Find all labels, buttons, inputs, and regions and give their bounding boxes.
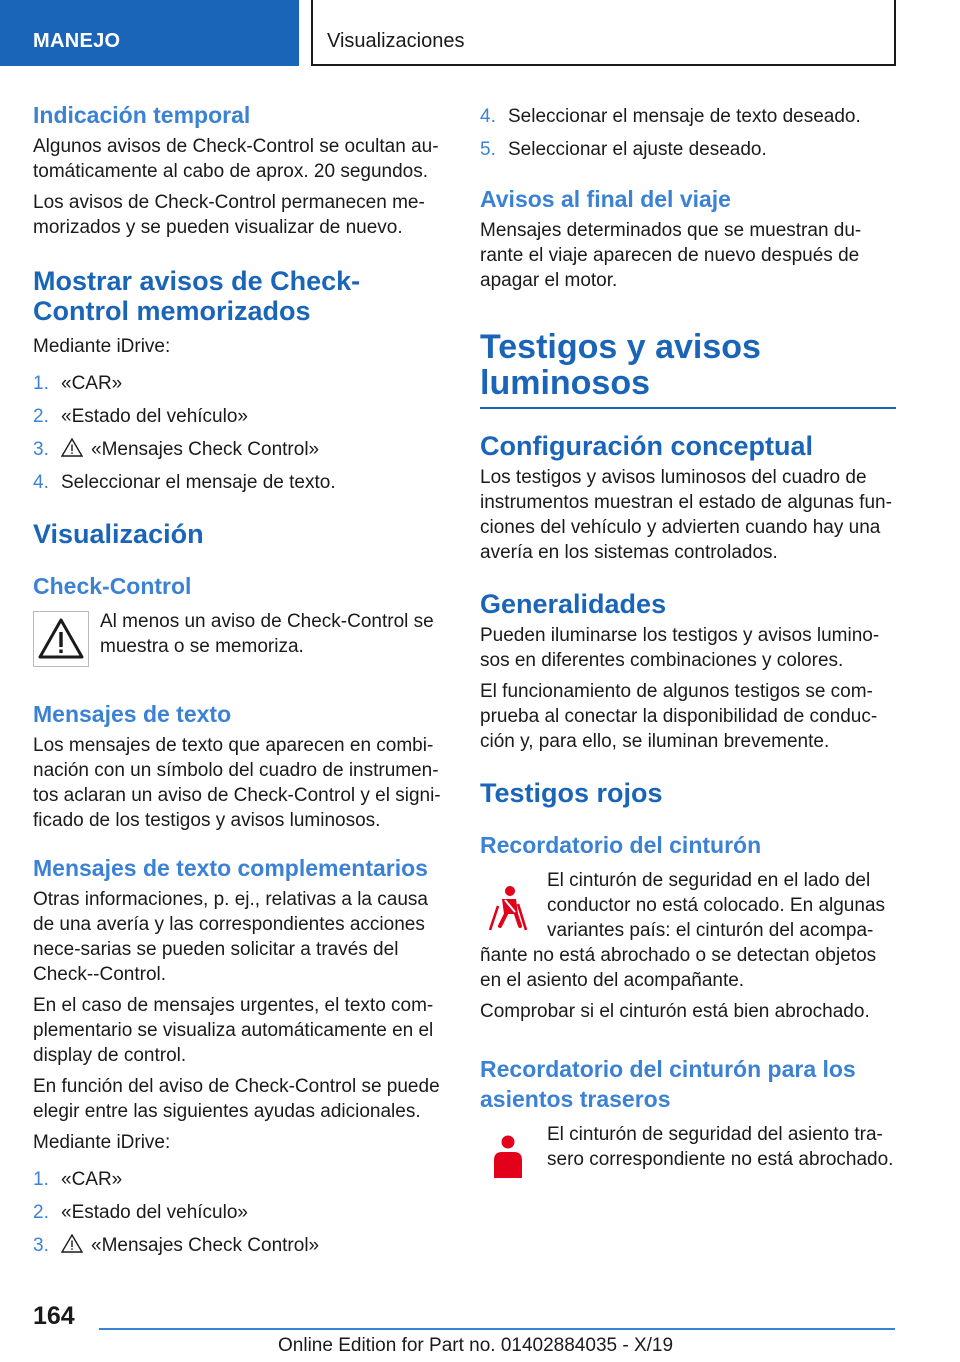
list-item: 4. Seleccionar el mensaje de texto. [33, 472, 336, 493]
header-section-tab [0, 0, 299, 66]
paragraph: Comprobar si el cinturón está bien abrochado. [480, 1001, 870, 1022]
heading-avisos-final-viaje: Avisos al final del viaje [480, 186, 731, 212]
header-chapter-tab [311, 0, 896, 66]
seatbelt-icon [480, 882, 536, 938]
heading-testigos-avisos: Testigos y avisos luminosos [480, 328, 761, 402]
warning-triangle-icon [61, 438, 83, 457]
list-item: 1. «CAR» [33, 373, 123, 394]
list-item: 1. «CAR» [33, 1169, 123, 1190]
warning-triangle-icon [61, 1234, 83, 1253]
paragraph: Algunos avisos de Check-Control se ocultan au-tomáticamente al cabo de aprox. 20 segundos. [33, 136, 439, 182]
paragraph: El cinturón de seguridad del asiento tra-sero correspondiente no está abrochado. [547, 1124, 894, 1170]
footer-edition: Online Edition for Part no. 01402884035 - X/19 [278, 1335, 674, 1356]
warning-triangle-icon [33, 611, 89, 667]
steps-list-cont [480, 104, 896, 162]
paragraph: Los testigos y avisos luminosos del cuadro de instrumentos muestran el estado de algunas fun-ciones del vehículo y advierten cuando hay una avería en los sistemas controlados. [480, 467, 892, 563]
paragraph: El cinturón de seguridad en el lado del conductor no está colocado. En algunas variantes país: el cinturón del acompa- [547, 870, 886, 941]
heading-indicacion-temporal: Indicación temporal [33, 102, 251, 128]
heading-check-control: Check-Control [33, 573, 192, 599]
heading-mensajes-texto: Mensajes de texto [33, 701, 232, 727]
list-item: 3. «Mensajes Check Control» [33, 439, 320, 460]
seatbelt-row [480, 868, 896, 943]
paragraph: El funcionamiento de algunos testigos se com-prueba al conectar la disponibilidad de conduc-ción y, para ello, se iluminan brevemente. [480, 681, 878, 752]
paragraph: Otras informaciones, p. ej., relativas a la causa de una avería y las correspondientes acciones nece-sarias se pueden solicitar a través del Check--Control. [33, 889, 428, 985]
heading-generalidades: Generalidades [480, 589, 667, 619]
heading-mensajes-complementarios: Mensajes de texto complementarios [33, 855, 428, 881]
steps-list-2 [33, 1167, 448, 1258]
section-divider [480, 407, 896, 409]
heading-testigos-rojos: Testigos rojos [480, 778, 663, 808]
paragraph: Pueden iluminarse los testigos y avisos lumino-sos en diferentes combinaciones y colores. [480, 625, 880, 671]
list-item: 3. «Mensajes Check Control» [33, 1235, 320, 1256]
page-number: 164 [33, 1302, 75, 1330]
header-section-label: MANEJO [33, 30, 121, 52]
paragraph: ñante no está abrochado o se detectan objetos en el asiento del acompañante. [480, 945, 877, 991]
heading-mostrar-avisos: Mostrar avisos de Check-Control memorizados [33, 266, 361, 326]
paragraph: En función del aviso de Check-Control se puede elegir entre las siguientes ayudas adicionales. [33, 1076, 440, 1122]
paragraph: Los avisos de Check-Control permanecen me-morizados y se pueden visualizar de nuevo. [33, 192, 425, 238]
header-chapter-label: Visualizaciones [327, 30, 465, 52]
paragraph: Mediante iDrive: [33, 336, 171, 357]
rear-seat-row [480, 1122, 896, 1184]
check-control-row [33, 609, 448, 671]
paragraph: Los mensajes de texto que aparecen en combi-nación con un símbolo del cuadro de instrumen-tos aclaran un aviso de Check-Control y el signi-ficado de los testigos y avisos luminosos. [33, 735, 441, 831]
list-item: 2. «Estado del vehículo» [33, 406, 248, 427]
heading-visualizacion: Visualización [33, 519, 204, 549]
footer-divider [99, 1328, 895, 1330]
list-item: 4. Seleccionar el mensaje de texto deseado. [480, 106, 861, 127]
right-column [480, 100, 896, 1184]
paragraph: Mensajes determinados que se muestran du-rante el viaje aparecen de nuevo después de apagar el motor. [480, 220, 862, 291]
left-column [33, 100, 448, 1266]
list-item: 5. Seleccionar el ajuste deseado. [480, 139, 767, 160]
paragraph: Mediante iDrive: [33, 1132, 171, 1153]
heading-recordatorio-traseros: Recordatorio del cinturón para los asientos traseros [480, 1056, 856, 1112]
heading-configuracion-conceptual: Configuración conceptual [480, 431, 814, 461]
heading-recordatorio-cinturon: Recordatorio del cinturón [480, 832, 762, 858]
paragraph: Al menos un aviso de Check-Control se muestra o se memoriza. [100, 611, 434, 657]
steps-list-1 [33, 371, 448, 495]
list-item: 2. «Estado del vehículo» [33, 1202, 248, 1223]
rear-seat-icon [480, 1132, 536, 1188]
paragraph: En el caso de mensajes urgentes, el texto com-plementario se visualiza automáticamente en el display de control. [33, 995, 434, 1066]
